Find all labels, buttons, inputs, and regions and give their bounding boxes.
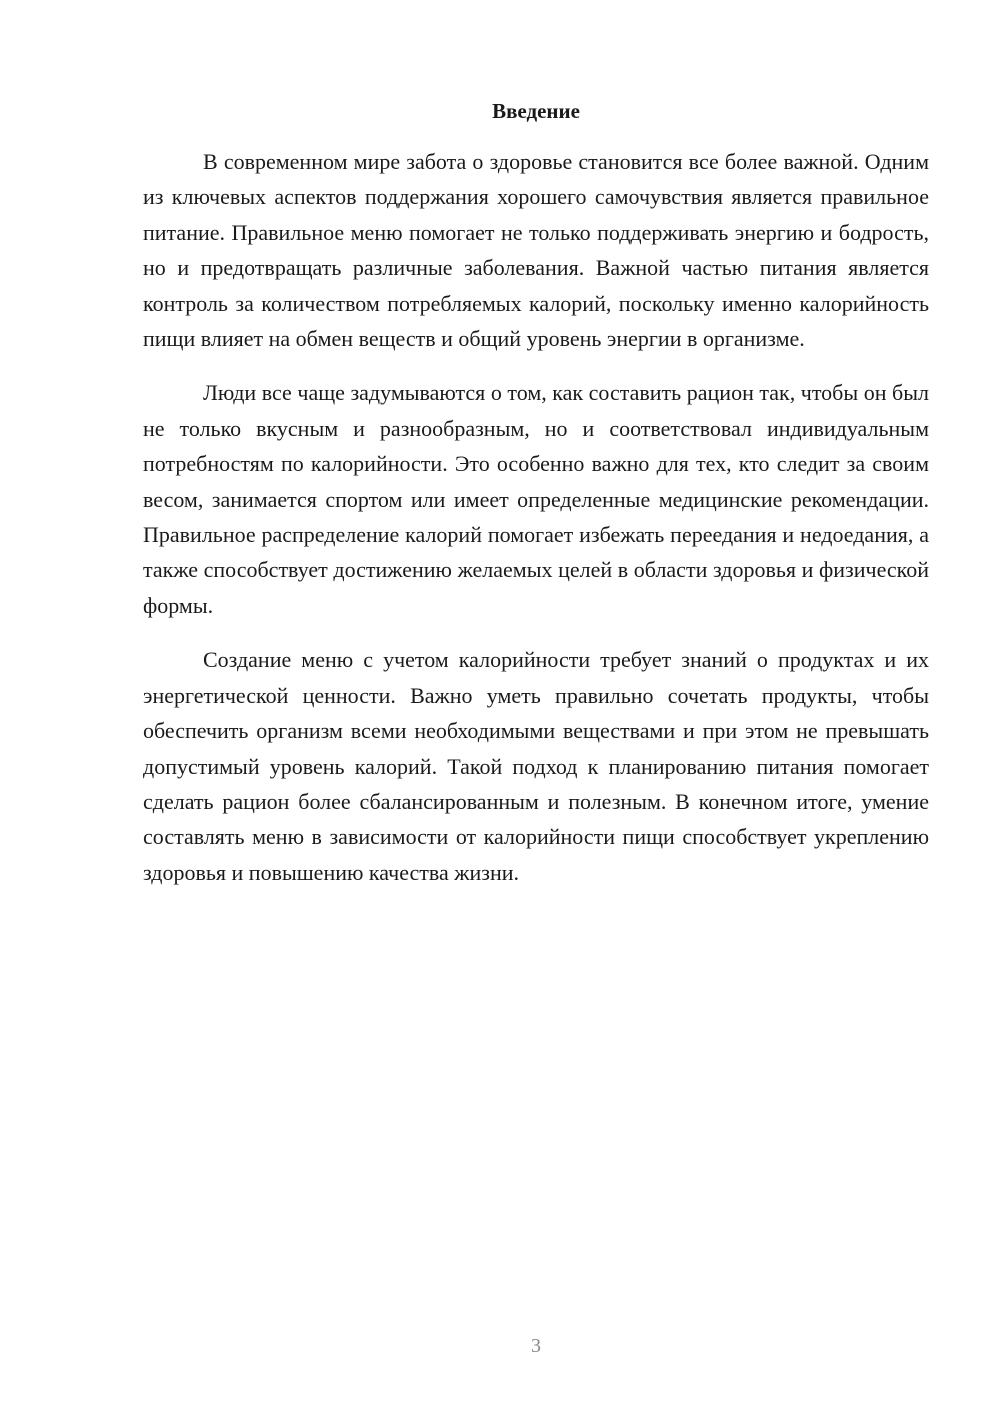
page-number: 3 — [531, 1335, 541, 1357]
section-heading: Введение — [492, 99, 580, 123]
paragraph-1: В современном мире забота о здоровье становится все более важной. Одним из ключевых аспектов поддержания хорошего самочувствия является правильное питание. Правильное меню помогает не только поддерживать энергию и бодрость, но и предотвращать различные заболевания. Важной частью питания является контроль за количеством потребляемых калорий, поскольку именно калорийность пищи влияет на обмен веществ и общий уровень энергии в организме. — [143, 149, 929, 352]
paragraph-2: Люди все чаще задумываются о том, как составить рацион так, чтобы он был не только вкусным и разнообразным, но и соответствовал индивидуальным потребностям по калорийности. Это особенно важно для тех, кто следит за своим весом, занимается спортом или имеет определенные медицинские рекомендации. Правильное распределение калорий помогает избежать переедания и недоедания, а также способствует достижению желаемых целей в области здоровья и физической формы. — [143, 380, 929, 618]
page-content — [143, 96, 929, 909]
paragraph-3: Создание меню с учетом калорийности требует знаний о продуктах и их энергетической ценности. Важно уметь правильно сочетать продукты, чтобы обеспечить организм всеми необходимыми веществами и при этом не превышать допустимый уровень калорий. Такой подход к планированию питания помогает сделать рацион более сбалансированным и полезным. В конечном итоге, умение составлять меню в зависимости от калорийности пищи способствует укреплению здоровья и повышению качества жизни. — [143, 647, 929, 885]
